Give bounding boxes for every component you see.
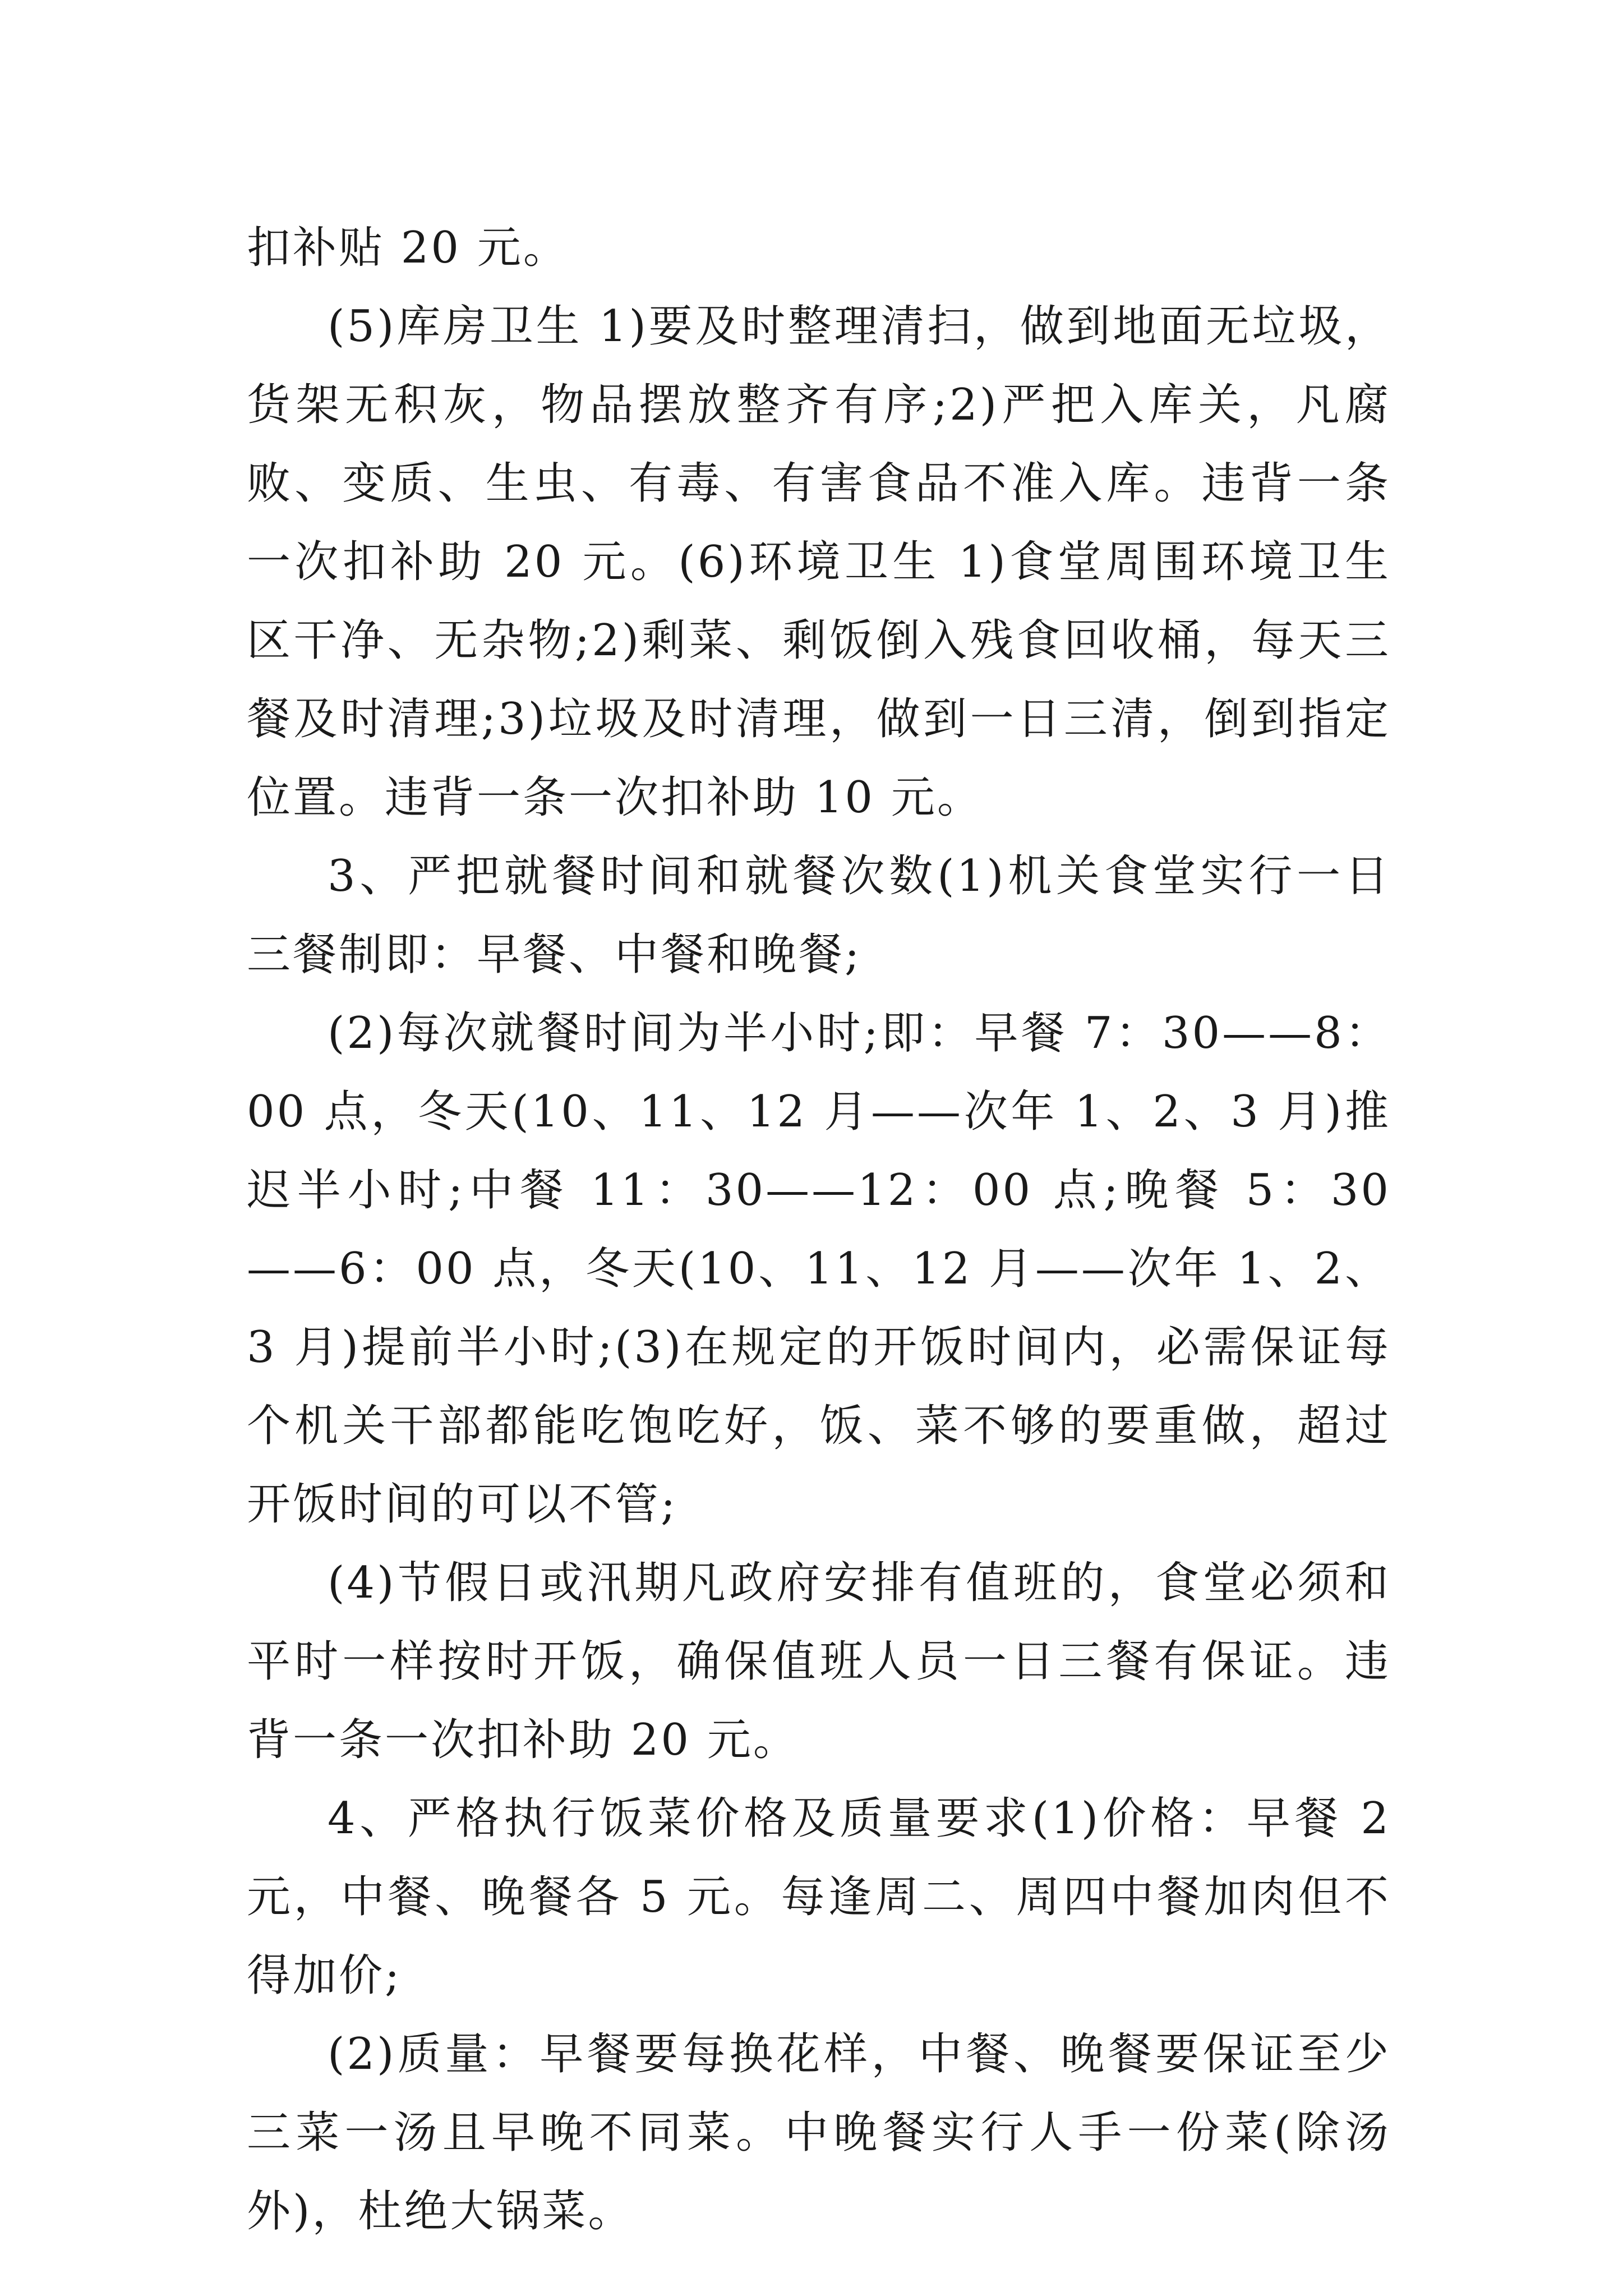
paragraph-holiday-duty: (4)节假日或汛期凡政府安排有值班的，食堂必须和平时一样按时开饭，确保值班人员一日三餐有保证。违背一条一次扣补助 20 元。 [247,1558,1391,1765]
paragraph-quality: (2)质量：早餐要每换花样，中餐、晚餐要保证至少三菜一汤且早晚不同菜。中晚餐实行人手一份菜(除汤外)，杜绝大锅菜。 [247,2029,1391,2237]
paragraph-price-quality-heading: 4、严格执行饭菜价格及质量要求(1)价格：早餐 2 元，中餐、晚餐各 5 元。每逢周二、周四中餐加肉但不得加价; [247,1793,1391,2001]
paragraph-warehouse-environment-hygiene: (5)库房卫生 1)要及时整理清扫，做到地面无垃圾，货架无积灰，物品摆放整齐有序;2)严把入库关，凡腐败、变质、生虫、有毒、有害食品不准入库。违背一条一次扣补助 20 元。(6)环境卫生 1)食堂周围环境卫生区干净、无杂物;2)剩菜、剩饭倒入残食回收桶，每天三餐及时清理;3)垃圾及时清理，做到一日三清，倒到指定位置。违背一条一次扣补助 10 元。 [247,301,1391,823]
paragraph-continuation: 扣补贴 20 元。 [247,223,569,273]
paragraph-meal-times-heading: 3、严把就餐时间和就餐次数(1)机关食堂实行一日三餐制即：早餐、中餐和晚餐; [247,851,1391,980]
document-page [247,209,1391,2251]
paragraph-meal-schedule: (2)每次就餐时间为半小时;即：早餐 7：30——8：00 点，冬天(10、11、12 月——次年 1、2、3 月)推迟半小时;中餐 11：30——12：00 点;晚餐 5：30——6：00 点，冬天(10、11、12 月——次年 1、2、3 月)提前半小时;(3)在规定的开饭时间内，必需保证每个机关干部都能吃饱吃好，饭、菜不够的要重做，超过开饭时间的可以不管; [247,1008,1391,1530]
